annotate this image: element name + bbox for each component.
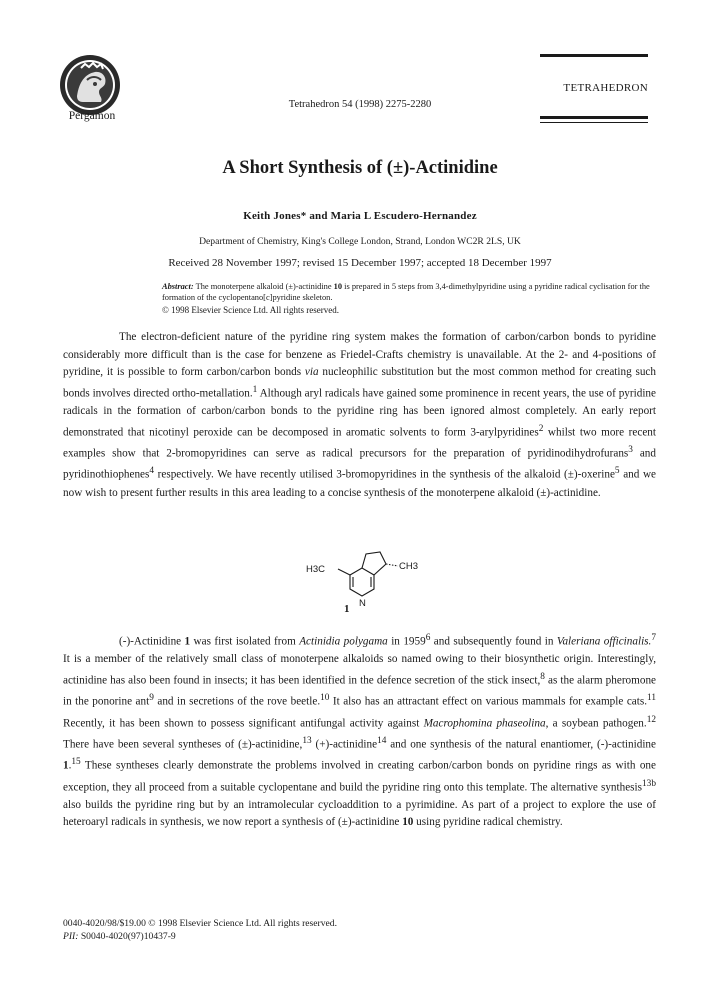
citation-ref: 3 [628,445,633,456]
citation-ref: 7 [651,633,657,643]
citation-ref: 2 [538,423,544,434]
text-run: (-)-Actinidine [119,635,185,648]
text-run: nucleophilic substitution but the most common method for creating such bonds involves directed ortho-metallation. [63,366,656,400]
italic-term: via [304,366,319,379]
pii-value: S0040-4020(97)10437-9 [78,931,176,942]
text-run: respectively. We have recently utilised 3-bromopyridines in the synthesis of the alkaloid (±)-oxerine [154,469,615,482]
methyl-left-label: H3C [306,564,326,575]
text-run: and we now wish to present further results in this area leading to a concise synthesis of the monoterpene alkaloid (±)-actinidine. [63,469,656,499]
footer-pii [63,931,176,942]
species-name: Actinidia polygama [299,635,388,648]
article-authors: Keith Jones* and Maria L Escudero-Hernandez [243,210,477,222]
abstract-copyright: © 1998 Elsevier Science Ltd. All rights reserved. [162,305,340,315]
author-affiliation: Department of Chemistry, King's College London, Strand, London WC2R 2LS, UK [199,236,521,247]
citation-ref: 13 [302,735,312,746]
article-title: A Short Synthesis of (±)-Actinidine [222,158,498,178]
footer-copyright: 0040-4020/98/$19.00 © 1998 Elsevier Science Ltd. All rights reserved. [63,918,337,929]
text-run: also builds the pyridine ring but by an intramolecular cycloaddition to a pyrimidine. As part of a project to explore the use of heteroaryl radicals in synthesis, we now report a synthesis of (±)-actinidine [63,798,656,829]
body-paragraph-intro [63,329,656,502]
text-run: and in secretions of the rove beetle. [153,695,321,708]
compound-ref: 1 [184,635,191,648]
citation-ref: 12 [646,714,657,725]
abstract-text: The monoterpene alkaloid (±)-actinidine [193,282,334,291]
citation-ref: 10 [320,693,330,704]
journal-citation: Tetrahedron 54 (1998) 2275-2280 [288,99,432,110]
publisher-name: Pergamon [68,110,116,122]
citation-ref: 9 [149,693,154,704]
text-run: in 1959 [387,635,426,648]
species-name: Macrophomina phaseolina [423,717,546,730]
species-name: Valeriana officinalis. [556,635,652,648]
text-run: These syntheses clearly demonstrate the problems involved in creating carbon/carbon bonds on pyridine rings as with one exception, they all proceed from a suitable cyclopentane and build the pyridine ring onto this template. The alternative synthesis [63,759,656,794]
text-run: . [68,759,72,772]
text-run: The electron-deficient nature of the pyridine ring system makes the formation of carbon/carbon bonds to pyridine considerably more difficult than is the case for benzene as Friedel-Crafts chemistry is unavailable. At the 2- and 4-positions of pyridine, it is possible to form carbon/carbon bonds [63,331,656,379]
abstract [162,281,662,303]
text-run: Recently, it has been shown to possess significant antifungal activity against [63,717,424,730]
text-run: It also has an attractant effect on various mammals for example cats. [329,695,648,708]
nitrogen-label: N [359,598,366,609]
citation-ref: 11 [647,693,656,704]
actinidine-structure [300,547,430,615]
citation-ref: 5 [614,466,620,477]
citation-ref: 4 [149,466,155,477]
text-run: as the alarm pheromone in the ponorine ant [63,674,656,708]
text-run: using pyridine radical chemistry. [413,816,563,829]
abstract-label: Abstract: [162,282,194,291]
citation-ref: 15 [71,757,81,768]
text-run: and subsequently found in [430,635,557,648]
abstract-text-cont: is prepared in 5 steps from 3,4-dimethylpyridine using a pyridine radical cyclisation for the formation of the cyclopentano[c]pyridine skeleton. [162,282,650,302]
text-run: (+)-actinidine [311,738,378,751]
text-run: whilst two more recent examples show that 2-bromopyridines can serve as radical precursors for the preparation of pyridinodihydrofurans [63,426,656,460]
text-run: and pyridinothiophenes [63,447,656,482]
pii-label: PII: [63,931,79,942]
citation-ref: 13b [642,778,656,789]
citation-ref: 14 [377,735,387,746]
header-rule-top [540,54,648,57]
citation-ref: 1 [252,384,258,395]
text-run: and one synthesis of the natural enantiomer, (-)-actinidine [386,738,656,751]
body-paragraph-actinidine [63,630,656,832]
text-run: , a soybean pathogen. [545,717,647,730]
abstract-compound-ref: 10 [333,282,343,291]
compound-ref: 1 [63,759,69,772]
received-dates: Received 28 November 1997; revised 15 December 1997; accepted 18 December 1997 [168,257,552,269]
header-rule-bottom-thin [540,122,648,123]
text-run: was first isolated from [190,635,300,648]
journal-name: TETRAHEDRON [563,82,648,94]
compound-number-label: 1 [344,603,350,615]
methyl-right-label: CH3 [399,561,419,572]
text-run: Although aryl radicals have gained some prominence in recent years, the use of pyridine radicals in the formation of carbon/carbon bonds to the pyridine ring has been ignored almost completely. An early report demonstrated that nicotinyl peroxide can be decomposed in aromatic solvents to form 3-arylpyridines [63,387,656,439]
compound-ref: 10 [402,816,414,829]
citation-ref: 6 [425,633,431,643]
text-run: There have been several syntheses of (±)-actinidine, [63,738,303,751]
citation-ref: 8 [540,671,545,682]
text-run: It is a member of the relatively small class of monoterpene alkaloids so named owing to their biosynthetic origin. Interestingly, actinidine has also been found in insects; it has been identified in the defence secretion of the stick insect, [63,653,656,687]
header-rule-bottom [540,116,648,119]
